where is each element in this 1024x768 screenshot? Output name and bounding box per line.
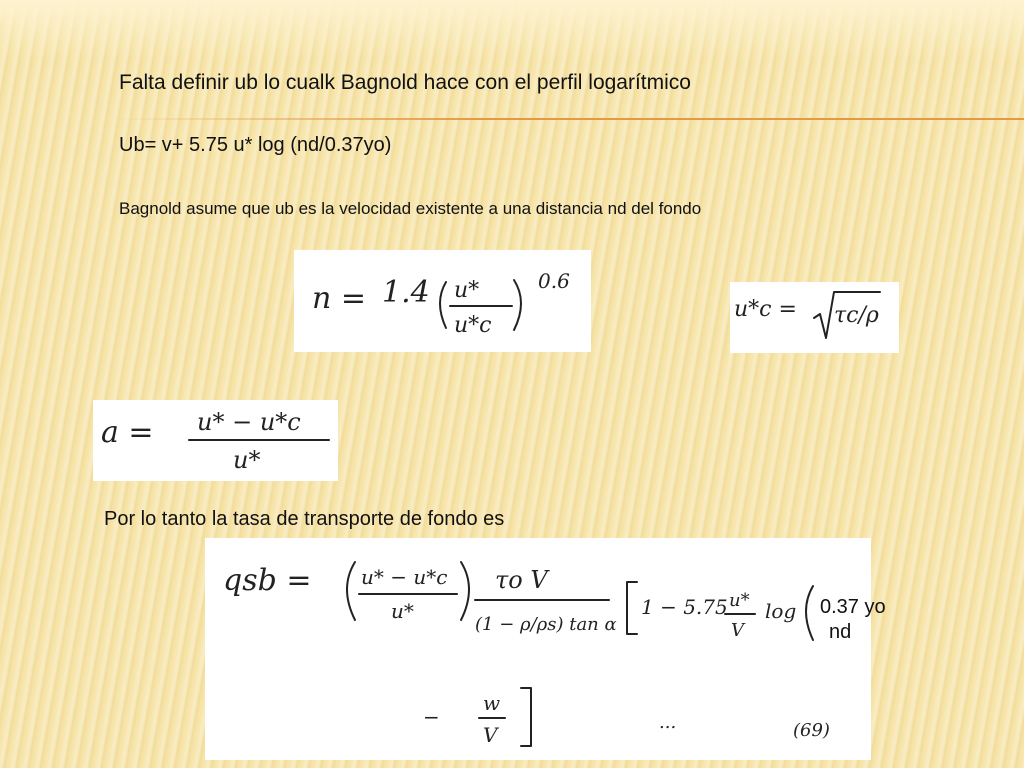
eq-q-bracket-start: 1 − 5.75 [641, 595, 728, 619]
eq-q-bracket-close [521, 688, 531, 746]
eq-q-frac3-num: u* [729, 590, 750, 611]
eq-a-label: a = [101, 415, 154, 450]
eq-q-log: log [765, 599, 797, 623]
equation-n-image [294, 250, 591, 352]
top-band [0, 0, 1024, 60]
eq-a-den: u* [233, 446, 261, 474]
equation-a-image [93, 400, 338, 481]
eq-n-label: n = [312, 281, 366, 316]
overlay-denominator: nd [829, 621, 852, 643]
overlay-numerator: 0.37 yo [820, 596, 886, 618]
conclusion-text: Por lo tanto la tasa de transporte de fondo es [104, 508, 505, 530]
eq-n-num: u* [454, 278, 480, 303]
eq-q-paren-left [347, 562, 355, 620]
eq-q-paren-right [461, 562, 469, 620]
bagnold-note: Bagnold asume que ub es la velocidad existente a una distancia nd del fondo [119, 199, 702, 218]
eq-a-num: u* − u*c [197, 408, 301, 436]
eq-q-w-den: V [483, 723, 498, 747]
equation-ustar-c-image [730, 282, 899, 353]
eq-n-coef: 1.4 [382, 275, 430, 310]
eq-n-left-paren [440, 282, 446, 328]
eq-n-right-paren [514, 280, 521, 330]
eq-q-frac3-den: V [731, 620, 744, 641]
eq-q-number: (69) [793, 720, 830, 741]
eq-q-label: qsb = [223, 563, 312, 598]
eq-q-frac2-num: τo V [495, 566, 548, 594]
title-rule [115, 118, 1024, 120]
eq-q-bracket-open [627, 582, 637, 634]
eq-n-exp: 0.6 [538, 269, 570, 293]
eq-q-dots: ... [659, 712, 677, 733]
eq-q-w-num: w [483, 691, 501, 715]
eq-q-minus: − [423, 705, 440, 729]
eq-q-log-paren [806, 586, 813, 640]
equation-qsb-image [205, 538, 871, 760]
eq-q-frac1-num: u* − u*c [361, 565, 448, 589]
eq-q-frac1-den: u* [391, 599, 414, 623]
eq-q-frac2-den: (1 − ρ/ρs) tan α [475, 614, 617, 635]
velocity-formula: Ub= v+ 5.75 u* log (nd/0.37yo) [119, 134, 392, 156]
eq-usc-root: τc/ρ [834, 303, 879, 328]
eq-n-den: u*c [454, 313, 492, 338]
eq-usc-label: u*c = [734, 297, 797, 322]
slide-title: Falta definir ub lo cualk Bagnold hace con el perfil logarítmico [119, 71, 691, 94]
